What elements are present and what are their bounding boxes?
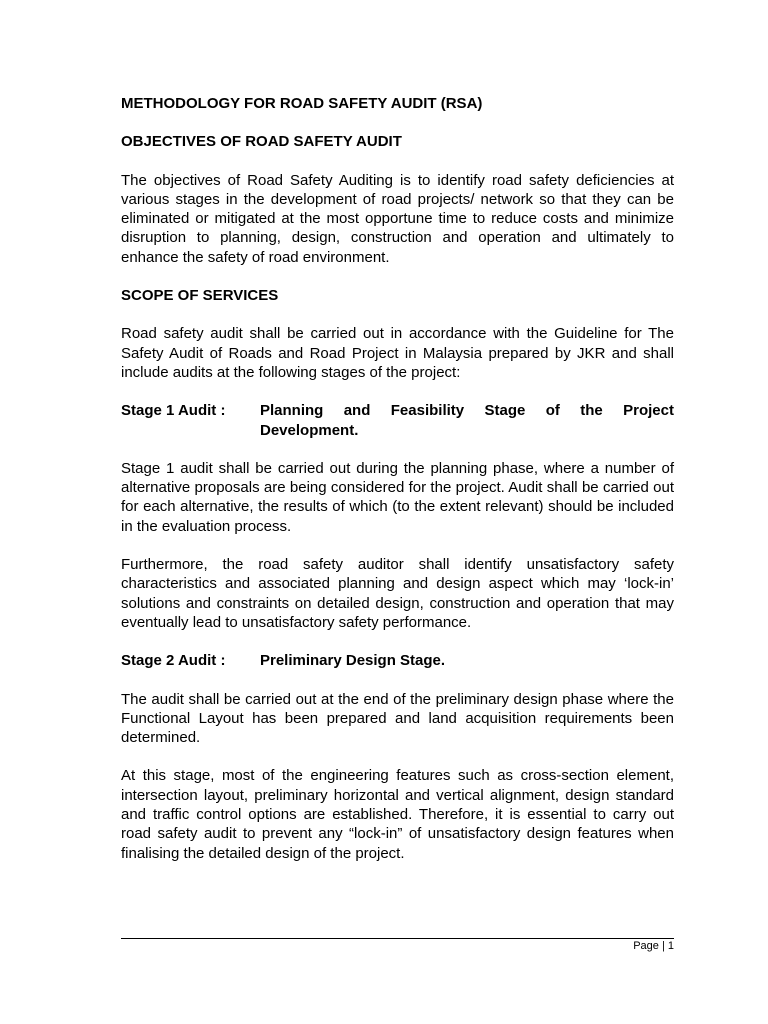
stage2-paragraph-2: At this stage, most of the engineering features such as cross-section element, intersection layout, preliminary horizontal and vertical alignment, design standard and traffic control options are established. Therefore, it is essential to carry out road safety audit to prevent any “lock-in” of unsatisfactory design features when finalising the detailed design of the project. xyxy=(121,767,674,862)
page-number: Page | 1 xyxy=(633,940,674,952)
document-body xyxy=(121,94,674,882)
scope-heading: SCOPE OF SERVICES xyxy=(121,287,279,305)
stage1-title: Planning and Feasibility Stage of the Project Development. xyxy=(260,402,674,439)
scope-paragraph: Road safety audit shall be carried out in accordance with the Guideline for The Safety Audit of Roads and Road Project in Malaysia prepared by JKR and shall include audits at the following stages of the project: xyxy=(121,325,674,381)
stage2-heading xyxy=(121,651,674,670)
stage2-title: Preliminary Design Stage. xyxy=(260,652,446,670)
stage2-paragraph-1: The audit shall be carried out at the end of the preliminary design phase where the Functional Layout has been prepared and land acquisition requirements been determined. xyxy=(121,690,674,747)
stage1-label: Stage 1 Audit : xyxy=(121,402,226,420)
objectives-paragraph: The objectives of Road Safety Auditing is to identify road safety deficiencies at various stages in the development of road projects/ network so that they can be eliminated or mitigated at the most opportune time to reduce costs and minimize disruption to planning, design, construction and operation and ultimately to enhance the safety of road environment. xyxy=(121,171,674,266)
document-title: METHODOLOGY FOR ROAD SAFETY AUDIT (RSA) xyxy=(121,95,483,112)
stage1-paragraph-2: Furthermore, the road safety auditor shall identify unsatisfactory safety characteristics and associated planning and design aspect which may ‘lock-in’ solutions and constraints on detailed design, construction and operation that may eventually lead to unsatisfactory safety performance. xyxy=(121,556,674,631)
stage2-label: Stage 2 Audit : xyxy=(121,652,226,670)
stage1-heading xyxy=(121,401,674,440)
stage1-paragraph-1: Stage 1 audit shall be carried out during the planning phase, where a number of alternative proposals are being considered for the project. Audit shall be carried out for each alternative, the results of which (to the extent relevant) should be included in the evaluation process. xyxy=(121,459,674,535)
objectives-heading: OBJECTIVES OF ROAD SAFETY AUDIT xyxy=(121,133,402,151)
footer-divider xyxy=(121,938,674,939)
